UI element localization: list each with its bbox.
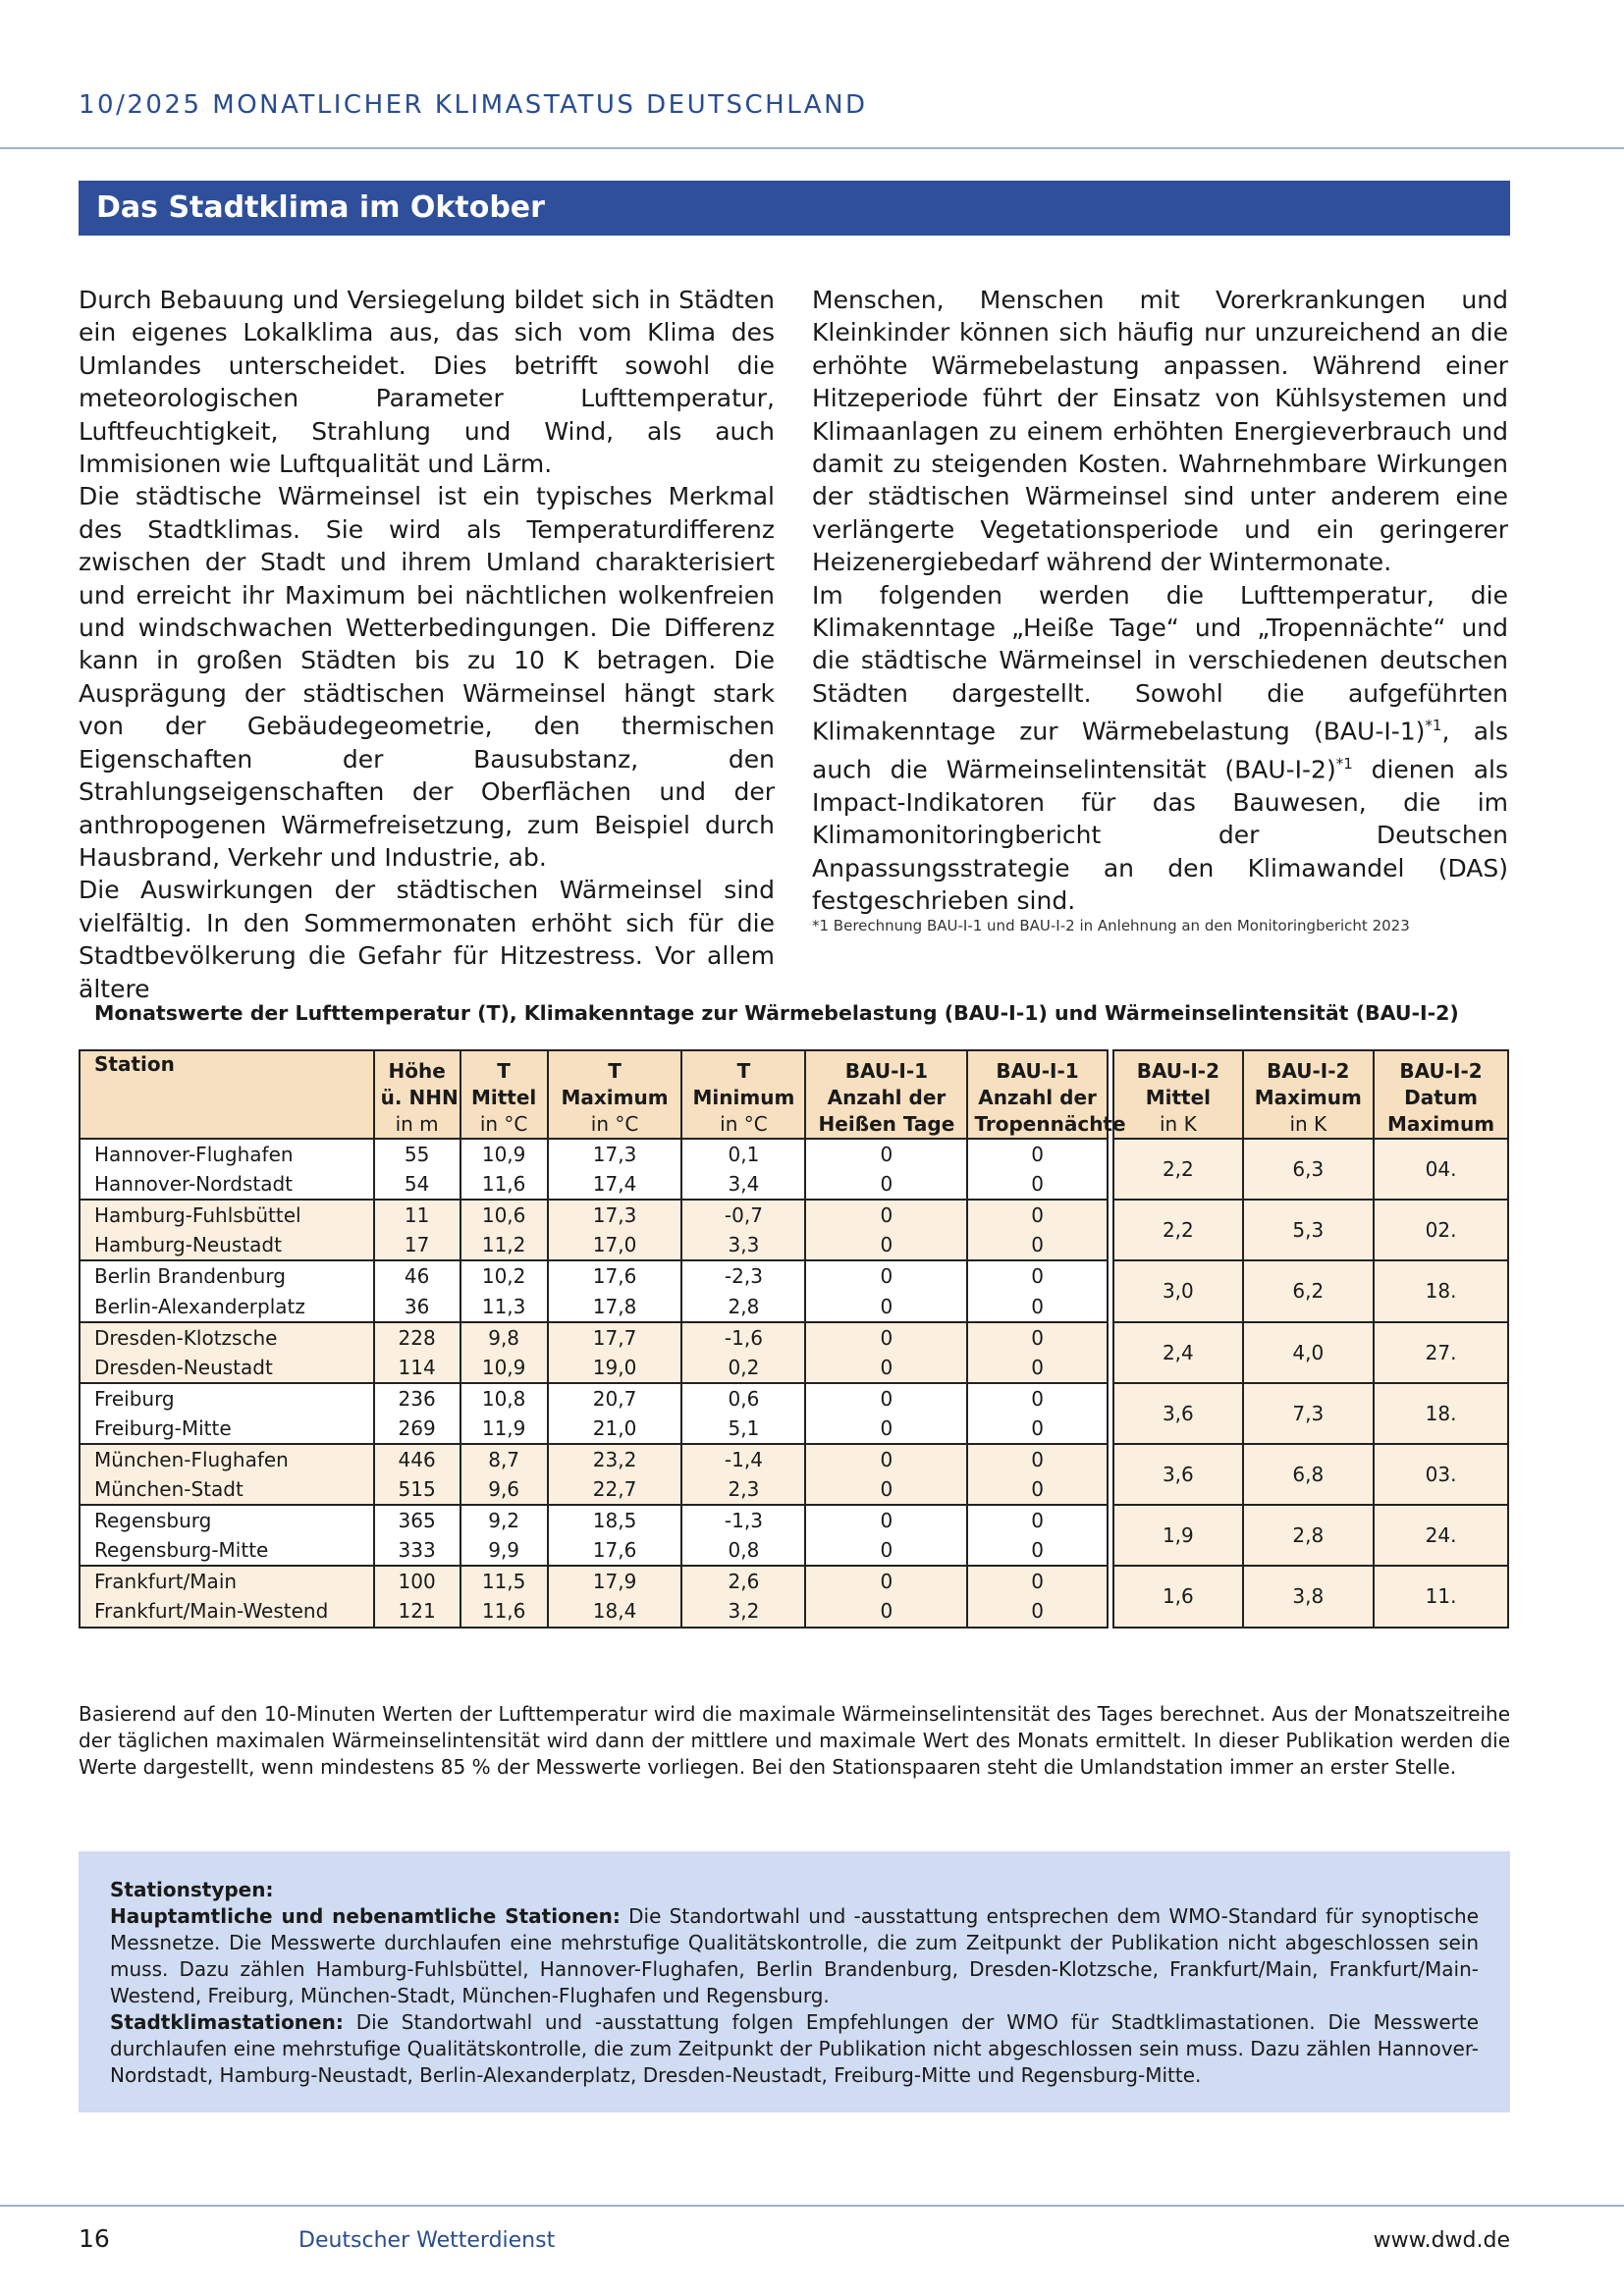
cell-t-mittel: 10,9: [460, 1139, 548, 1169]
cell-heisse-tage: 0: [805, 1139, 967, 1169]
cell-hoehe: 121: [374, 1596, 460, 1627]
cell-uhi-maximum: 6,2: [1243, 1260, 1375, 1321]
organization-name: Deutscher Wetterdienst: [298, 2228, 556, 2253]
cell-station: Hannover-Nordstadt: [80, 1169, 374, 1200]
cell-t-minimum: 2,6: [681, 1566, 805, 1596]
cell-hoehe: 55: [374, 1139, 460, 1169]
cell-uhi-mittel: 1,9: [1113, 1505, 1242, 1566]
header-t-mittel: T Mittel in °C: [460, 1050, 548, 1139]
header-uhi-datum: BAU-I-2 Datum Maximum: [1374, 1050, 1508, 1139]
cell-t-maximum: 17,9: [548, 1566, 682, 1596]
cell-t-maximum: 17,6: [548, 1260, 682, 1291]
cell-uhi-maximum: 2,8: [1243, 1505, 1375, 1566]
header-t-maximum: T Maximum in °C: [548, 1050, 682, 1139]
cell-uhi-maximum: 6,8: [1243, 1444, 1375, 1505]
table-row: [80, 1260, 1508, 1291]
body-paragraph: [812, 579, 1508, 918]
cell-hoehe: 11: [374, 1200, 460, 1230]
cell-hoehe: 236: [374, 1383, 460, 1414]
cell-uhi-maximum: 7,3: [1243, 1383, 1375, 1444]
cell-uhi-mittel: 3,0: [1113, 1260, 1242, 1321]
cell-tropennaechte: 0: [967, 1260, 1107, 1291]
cell-t-mittel: 11,9: [460, 1414, 548, 1444]
table-row: [80, 1444, 1508, 1474]
cell-heisse-tage: 0: [805, 1353, 967, 1383]
info-title: Stationstypen:: [110, 1878, 274, 1901]
cell-tropennaechte: 0: [967, 1139, 1107, 1169]
cell-t-mittel: 10,8: [460, 1383, 548, 1414]
cell-t-maximum: 17,3: [548, 1200, 682, 1230]
cell-uhi-mittel: 2,2: [1113, 1200, 1242, 1260]
cell-t-minimum: 3,2: [681, 1596, 805, 1627]
cell-uhi-mittel: 3,6: [1113, 1383, 1242, 1444]
publication-header: 10/2025 MONATLICHER KLIMASTATUS DEUTSCHLAND: [79, 90, 868, 120]
cell-heisse-tage: 0: [805, 1200, 967, 1230]
cell-heisse-tage: 0: [805, 1566, 967, 1596]
cell-station: Dresden-Klotzsche: [80, 1322, 374, 1353]
cell-tropennaechte: 0: [967, 1474, 1107, 1505]
header-t-minimum: T Minimum in °C: [681, 1050, 805, 1139]
table-caption: Monatswerte der Lufttemperatur (T), Klimakenntage zur Wärmebelastung (BAU-I-1) und Wärmeinselintensität (BAU-I-2): [94, 1001, 1459, 1025]
table-row: [80, 1383, 1508, 1414]
cell-heisse-tage: 0: [805, 1596, 967, 1627]
cell-t-minimum: -2,3: [681, 1260, 805, 1291]
cell-t-minimum: 2,8: [681, 1291, 805, 1321]
table-header-row: [80, 1050, 1508, 1139]
body-paragraph: Die Auswirkungen der städtischen Wärmeinsel sind vielfältig. In den Sommermonaten erhöht sich für die Stadtbevölkerung die Gefahr für Hitzestress. Vor allem ältere: [79, 876, 775, 1003]
header-uhi-mittel: BAU-I-2 Mittel in K: [1113, 1050, 1242, 1139]
cell-tropennaechte: 0: [967, 1505, 1107, 1535]
cell-tropennaechte: 0: [967, 1230, 1107, 1260]
cell-t-maximum: 22,7: [548, 1474, 682, 1505]
body-column-right: [812, 284, 1508, 917]
station-types-box: [79, 1851, 1510, 2112]
cell-t-maximum: 17,0: [548, 1230, 682, 1260]
header-station: Station: [80, 1050, 374, 1139]
cell-tropennaechte: 0: [967, 1444, 1107, 1474]
cell-t-mittel: 11,6: [460, 1169, 548, 1200]
cell-t-maximum: 23,2: [548, 1444, 682, 1474]
cell-t-mittel: 9,9: [460, 1535, 548, 1566]
table-row: [80, 1322, 1508, 1353]
cell-hoehe: 446: [374, 1444, 460, 1474]
cell-uhi-maximum: 6,3: [1243, 1139, 1375, 1200]
cell-t-mittel: 11,3: [460, 1291, 548, 1321]
cell-uhi-maximum: 4,0: [1243, 1322, 1375, 1383]
cell-tropennaechte: 0: [967, 1535, 1107, 1566]
cell-uhi-datum: 11.: [1374, 1566, 1508, 1627]
cell-t-maximum: 20,7: [548, 1383, 682, 1414]
cell-t-mittel: 11,2: [460, 1230, 548, 1260]
cell-hoehe: 114: [374, 1353, 460, 1383]
cell-station: Frankfurt/Main-Westend: [80, 1596, 374, 1627]
header-divider: [0, 147, 1624, 149]
cell-heisse-tage: 0: [805, 1230, 967, 1260]
cell-station: München-Stadt: [80, 1474, 374, 1505]
cell-tropennaechte: 0: [967, 1291, 1107, 1321]
cell-heisse-tage: 0: [805, 1474, 967, 1505]
cell-station: Regensburg-Mitte: [80, 1535, 374, 1566]
cell-station: Berlin-Alexanderplatz: [80, 1291, 374, 1321]
cell-t-minimum: 2,3: [681, 1474, 805, 1505]
table-row: [80, 1566, 1508, 1596]
cell-heisse-tage: 0: [805, 1444, 967, 1474]
cell-tropennaechte: 0: [967, 1566, 1107, 1596]
cell-t-maximum: 17,8: [548, 1291, 682, 1321]
body-text: Im folgenden werden die Lufttemperatur, die Klimakenntage „Heiße Tage“ und „Tropennächte“ und die städtische Wärmeinsel in verschiedenen deutschen Städten dargestellt. Sowohl die aufgeführten Klimakenntage zur Wärmebelastung (BAU-I-1): [812, 580, 1508, 746]
cell-heisse-tage: 0: [805, 1383, 967, 1414]
cell-uhi-datum: 03.: [1374, 1444, 1508, 1505]
cell-t-mittel: 11,6: [460, 1596, 548, 1627]
cell-t-minimum: 5,1: [681, 1414, 805, 1444]
cell-hoehe: 365: [374, 1505, 460, 1535]
cell-t-mittel: 8,7: [460, 1444, 548, 1474]
cell-t-maximum: 18,4: [548, 1596, 682, 1627]
page-number: 16: [79, 2224, 110, 2253]
cell-hoehe: 515: [374, 1474, 460, 1505]
cell-t-minimum: -1,6: [681, 1322, 805, 1353]
cell-uhi-mittel: 1,6: [1113, 1566, 1242, 1627]
body-paragraph: Menschen, Menschen mit Vorerkrankungen und Kleinkinder können sich häufig nur unzureichend an die erhöhte Wärmebelastung anpassen. Während einer Hitzeperiode führt der Einsatz von Kühlsystemen und Klimaanlagen zu einem erhöhten Energieverbrauch und damit zu steigenden Kosten. Wahrnehmbare Wirkungen der städtischen Wärmeinsel sind unter anderem eine verlängerte Vegetationsperiode und ein geringerer Heizenergiebedarf während der Wintermonate.: [812, 286, 1508, 577]
cell-t-minimum: -1,4: [681, 1444, 805, 1474]
table-note: Basierend auf den 10-Minuten Werten der Lufttemperatur wird die maximale Wärmeinselintensität des Tages berechnet. Aus der Monatszeitreihe der täglichen maximalen Wärmeinselintensität wird dann der mittlere und maximale Wert des Monats ermittelt. In dieser Publikation werden die Werte dargestellt, wenn mindestens 85 % der Messwerte vorliegen. Bei den Stationspaaren steht die Umlandstation immer an erster Stelle.: [79, 1702, 1510, 1779]
table-row: [80, 1505, 1508, 1535]
cell-heisse-tage: 0: [805, 1505, 967, 1535]
cell-uhi-datum: 04.: [1374, 1139, 1508, 1200]
footer-divider: [0, 2205, 1624, 2207]
climate-table: [79, 1049, 1509, 1629]
info-label: Stadtklimastationen:: [110, 2010, 344, 2034]
cell-uhi-datum: 02.: [1374, 1200, 1508, 1260]
cell-t-minimum: 0,1: [681, 1139, 805, 1169]
cell-hoehe: 46: [374, 1260, 460, 1291]
footnote-ref: *1: [1335, 755, 1353, 774]
info-label: Hauptamtliche und nebenamtliche Stationen:: [110, 1904, 621, 1928]
cell-uhi-datum: 18.: [1374, 1260, 1508, 1321]
cell-t-mittel: 10,6: [460, 1200, 548, 1230]
cell-station: Freiburg: [80, 1383, 374, 1414]
cell-uhi-datum: 24.: [1374, 1505, 1508, 1566]
cell-station: Berlin Brandenburg: [80, 1260, 374, 1291]
header-uhi-maximum: BAU-I-2 Maximum in K: [1243, 1050, 1375, 1139]
cell-t-maximum: 17,4: [548, 1169, 682, 1200]
cell-t-minimum: 0,6: [681, 1383, 805, 1414]
cell-hoehe: 100: [374, 1566, 460, 1596]
cell-uhi-mittel: 2,2: [1113, 1139, 1242, 1200]
info-text: Die Standortwahl und -ausstattung folgen Empfehlungen der WMO für Stadtklimastationen. Die Messwerte durchlaufen eine mehrstufige Qualitätskontrolle, die zum Zeitpunkt der Publikation nicht abgeschlossen sein muss. Dazu zählen Hannover-Nordstadt, Hamburg-Neustadt, Berlin-Alexanderplatz, Dresden-Neustadt, Freiburg-Mitte und Regensburg-Mitte.: [110, 2010, 1479, 2087]
header-hoehe: Höhe ü. NHN in m: [374, 1050, 460, 1139]
cell-uhi-mittel: 3,6: [1113, 1444, 1242, 1505]
cell-uhi-maximum: 3,8: [1243, 1566, 1375, 1627]
cell-hoehe: 228: [374, 1322, 460, 1353]
cell-t-mittel: 11,5: [460, 1566, 548, 1596]
cell-station: München-Flughafen: [80, 1444, 374, 1474]
cell-uhi-mittel: 2,4: [1113, 1322, 1242, 1383]
cell-t-maximum: 19,0: [548, 1353, 682, 1383]
cell-t-minimum: -1,3: [681, 1505, 805, 1535]
cell-uhi-datum: 27.: [1374, 1322, 1508, 1383]
cell-heisse-tage: 0: [805, 1535, 967, 1566]
cell-station: Hamburg-Neustadt: [80, 1230, 374, 1260]
cell-t-maximum: 17,3: [548, 1139, 682, 1169]
cell-t-maximum: 17,6: [548, 1535, 682, 1566]
body-paragraph: Die städtische Wärmeinsel ist ein typisches Merkmal des Stadtklimas. Sie wird als Temperaturdifferenz zwischen der Stadt und ihrem Umland charakterisiert und erreicht ihr Maximum bei nächtlichen wolkenfreien und windschwachen Wetterbedingungen. Die Differenz kann in großen Städten bis zu 10 K betragen. Die Ausprägung der städtischen Wärmeinsel hängt stark von der Gebäudegeometrie, den thermischen Eigenschaften der Bausubstanz, den Strahlungseigenschaften der Oberflächen und der anthropogenen Wärmefreisetzung, zum Beispiel durch Hausbrand, Verkehr und Industrie, ab.: [79, 482, 775, 872]
cell-hoehe: 333: [374, 1535, 460, 1566]
cell-t-mittel: 9,8: [460, 1322, 548, 1353]
cell-heisse-tage: 0: [805, 1260, 967, 1291]
body-paragraph: Durch Bebauung und Versiegelung bildet sich in Städten ein eigenes Lokalklima aus, das sich vom Klima des Umlandes unterscheidet. Dies betrifft sowohl die meteorologischen Parameter Lufttemperatur, Luftfeuchtigkeit, Strahlung und Wind, als auch Immisionen wie Luftqualität und Lärm.: [79, 286, 775, 479]
cell-station: Hamburg-Fuhlsbüttel: [80, 1200, 374, 1230]
info-paragraph: [110, 1903, 1479, 2009]
cell-hoehe: 17: [374, 1230, 460, 1260]
header-tropennaechte: BAU-I-1 Anzahl der Tropennächte: [967, 1050, 1107, 1139]
table-row: [80, 1200, 1508, 1230]
cell-t-mittel: 10,9: [460, 1353, 548, 1383]
cell-t-minimum: 0,8: [681, 1535, 805, 1566]
cell-t-mittel: 9,2: [460, 1505, 548, 1535]
info-paragraph: [110, 2009, 1479, 2089]
cell-t-maximum: 18,5: [548, 1505, 682, 1535]
cell-tropennaechte: 0: [967, 1596, 1107, 1627]
cell-t-minimum: 3,3: [681, 1230, 805, 1260]
section-title: Das Stadtklima im Oktober: [79, 181, 1510, 236]
body-text: dienen als Impact-Indikatoren für das Bauwesen, die im Klimamonitoringbericht der Deutschen Anpassungsstrategie an den Klimawandel (DAS) festgeschrieben sind.: [812, 755, 1508, 915]
cell-hoehe: 269: [374, 1414, 460, 1444]
header-heisse-tage: BAU-I-1 Anzahl der Heißen Tage: [805, 1050, 967, 1139]
cell-tropennaechte: 0: [967, 1200, 1107, 1230]
website-link[interactable]: www.dwd.de: [1373, 2228, 1510, 2253]
cell-t-mittel: 10,2: [460, 1260, 548, 1291]
cell-hoehe: 36: [374, 1291, 460, 1321]
cell-tropennaechte: 0: [967, 1353, 1107, 1383]
cell-t-minimum: 3,4: [681, 1169, 805, 1200]
cell-t-maximum: 21,0: [548, 1414, 682, 1444]
cell-station: Dresden-Neustadt: [80, 1353, 374, 1383]
cell-t-maximum: 17,7: [548, 1322, 682, 1353]
cell-heisse-tage: 0: [805, 1322, 967, 1353]
cell-t-minimum: 0,2: [681, 1353, 805, 1383]
footnote-ref: *1: [1425, 717, 1442, 735]
cell-hoehe: 54: [374, 1169, 460, 1200]
table-row: [80, 1139, 1508, 1169]
info-text: Die Standortwahl und -ausstattung entsprechen dem WMO-Standard für synoptische Messnetze. Die Messwerte durchlaufen eine mehrstufige Qualitätskontrolle, die zum Zeitpunkt der Publikation nicht abgeschlossen sein muss. Dazu zählen Hamburg-Fuhlsbüttel, Hannover-Flughafen, Berlin Brandenburg, Dresden-Klotzsche, Frankfurt/Main, Frankfurt/Main-Westend, Freiburg, München-Stadt, München-Flughafen und Regensburg.: [110, 1904, 1479, 2007]
cell-station: Regensburg: [80, 1505, 374, 1535]
cell-station: Freiburg-Mitte: [80, 1414, 374, 1444]
cell-heisse-tage: 0: [805, 1291, 967, 1321]
cell-tropennaechte: 0: [967, 1383, 1107, 1414]
cell-station: Hannover-Flughafen: [80, 1139, 374, 1169]
footnote: *1 Berechnung BAU-I-1 und BAU-I-2 in Anlehnung an den Monitoringbericht 2023: [812, 917, 1410, 934]
body-text: , als auch die Wärmeinselintensität (BAU-I-2): [812, 717, 1509, 784]
cell-uhi-maximum: 5,3: [1243, 1200, 1375, 1260]
cell-heisse-tage: 0: [805, 1414, 967, 1444]
cell-t-minimum: -0,7: [681, 1200, 805, 1230]
cell-tropennaechte: 0: [967, 1169, 1107, 1200]
cell-uhi-datum: 18.: [1374, 1383, 1508, 1444]
body-column-left: [79, 284, 775, 1005]
cell-heisse-tage: 0: [805, 1169, 967, 1200]
cell-t-mittel: 9,6: [460, 1474, 548, 1505]
cell-tropennaechte: 0: [967, 1322, 1107, 1353]
cell-tropennaechte: 0: [967, 1414, 1107, 1444]
cell-station: Frankfurt/Main: [80, 1566, 374, 1596]
